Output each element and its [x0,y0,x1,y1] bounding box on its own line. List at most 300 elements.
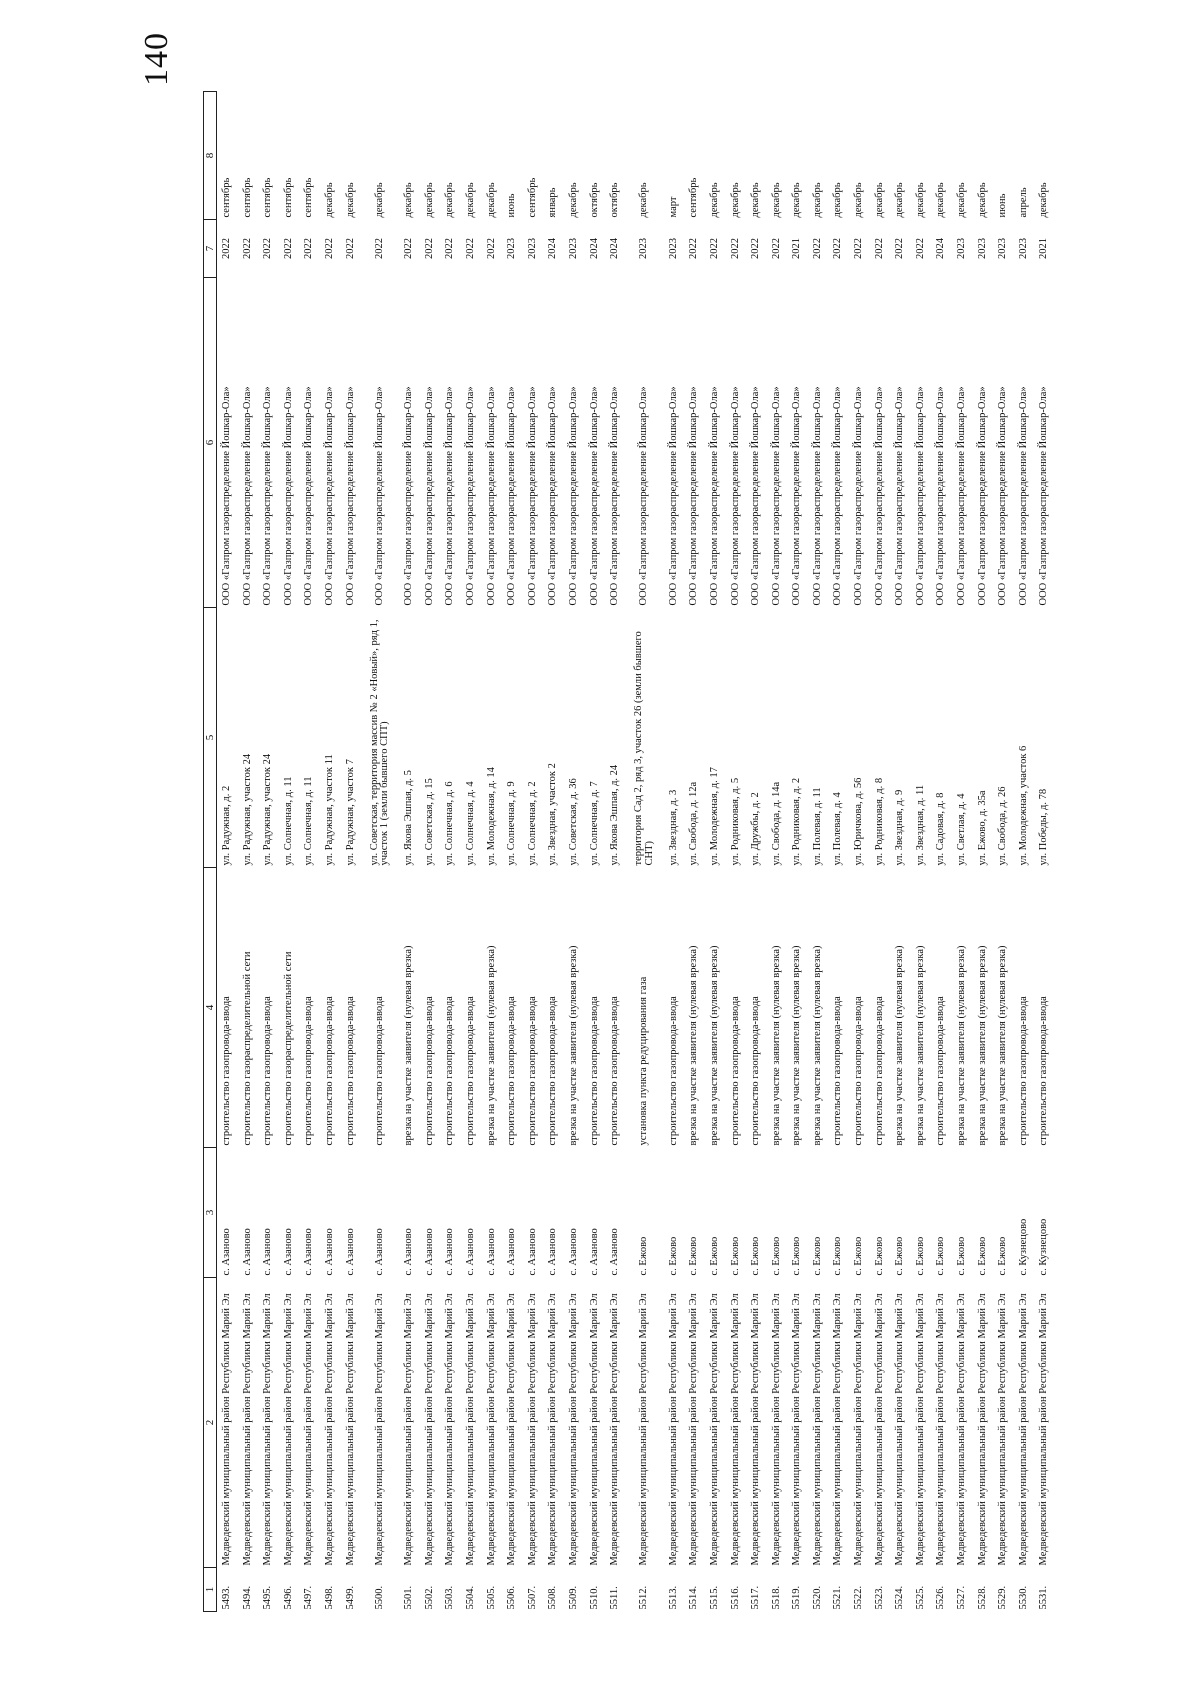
cell-address: ул. Звездная, участок 2 [547,763,559,866]
cell-municipality: Медведевский муниципальный район Республики Марий Эл [506,1293,518,1566]
cell-year: 2022 [324,238,336,259]
cell-contractor: ООО «Газпром газораспределение Йошкар-Ола» [750,386,762,606]
table-row [320,92,341,1612]
cell-municipality: Медведевский муниципальный район Республики Марий Эл [423,1293,435,1566]
cell-municipality: Медведевский муниципальный район Республики Марий Эл [853,1293,865,1566]
cell-work-type: строительство газопровода-ввода [547,996,559,1146]
cell-month: декабрь [708,182,720,218]
table-row [258,92,279,1612]
table-row [911,92,932,1612]
cell-work-type: строительство газопровода-ввода [303,996,315,1146]
cell-municipality: Медведевский муниципальный район Республики Марий Эл [324,1293,336,1566]
cell-row-number: 5524. [894,1585,906,1610]
cell-work-type: врезка на участке заявителя (нулевая врезка) [894,945,906,1146]
cell-work-type: установка пункта редуцирования газа [638,976,650,1146]
cell-work-type: строительство газопровода-ввода [444,996,456,1146]
cell-row-number: 5495. [262,1585,274,1610]
cell-year: 2022 [344,238,356,259]
cell-municipality: Медведевский муниципальный район Республики Марий Эл [282,1293,294,1566]
cell-settlement: с. Азаново [423,1228,435,1276]
cell-work-type: строительство газопровода-ввода [506,996,518,1146]
cell-row-number: 5510. [588,1585,600,1610]
cell-work-type: строительство газораспределительной сети [241,951,253,1146]
table-row [299,92,320,1612]
cell-year: 2022 [282,238,294,259]
cell-settlement: с. Азаново [221,1228,233,1276]
table-row [217,92,238,1612]
cell-month: декабрь [485,182,497,218]
cell-year: 2022 [373,238,385,259]
cell-row-number: 5512. [638,1585,650,1610]
table-row [399,92,420,1612]
column-number: 3 [204,1148,217,1278]
cell-contractor: ООО «Газпром газораспределение Йошкар-Ола» [1017,386,1029,606]
cell-settlement: с. Ежово [729,1236,741,1276]
cell-month: сентябрь [221,177,233,218]
cell-municipality: Медведевский муниципальный район Республики Марий Эл [935,1293,947,1566]
cell-year: 2022 [688,238,700,259]
cell-row-number: 5516. [729,1585,741,1610]
cell-address: территория Сад 2, ряд 3, участок 26 (земли бывшего СНТ) [633,631,655,866]
cell-settlement: с. Ежово [811,1236,823,1276]
cell-row-number: 5526. [935,1585,947,1610]
cell-year: 2022 [750,238,762,259]
cell-municipality: Медведевский муниципальный район Республики Марий Эл [303,1293,315,1566]
table-row [931,92,952,1612]
column-number: 5 [204,608,217,868]
cell-work-type: врезка на участке заявителя (нулевая врезка) [567,945,579,1146]
cell-address: ул. Радужная, участок 24 [262,753,274,866]
cell-work-type: врезка на участке заявителя (нулевая врезка) [956,945,968,1146]
cell-municipality: Медведевский муниципальный район Республики Марий Эл [770,1293,782,1566]
table-row [787,92,808,1612]
cell-address: ул. Солнечная, д. 7 [588,781,600,866]
table-row [341,92,362,1612]
column-number: 7 [204,220,217,278]
cell-month: декабрь [832,182,844,218]
cell-row-number: 5517. [750,1585,762,1610]
cell-row-number: 5513. [667,1585,679,1610]
cell-municipality: Медведевский муниципальный район Республики Марий Эл [464,1293,476,1566]
cell-municipality: Медведевский муниципальный район Республики Марий Эл [750,1293,762,1566]
cell-month: декабрь [770,182,782,218]
cell-year: 2022 [221,238,233,259]
cell-row-number: 5518. [770,1585,782,1610]
cell-address: ул. Дружбы, д. 2 [750,792,762,866]
cell-work-type: врезка на участке заявителя (нулевая врезка) [485,945,497,1146]
cell-row-number: 5499. [344,1585,356,1610]
cell-address: ул. Молодежная, д. 17 [708,767,720,866]
cell-row-number: 5523. [873,1585,885,1610]
cell-month: июнь [506,193,518,218]
cell-month: декабрь [729,182,741,218]
cell-address: ул. Молодежная, д. 14 [485,767,497,866]
cell-address: ул. Советская, д. 15 [423,778,435,866]
cell-contractor: ООО «Газпром газораспределение Йошкар-Ола» [853,386,865,606]
cell-month: декабрь [873,182,885,218]
cell-month: сентябрь [241,177,253,218]
table-row [767,92,788,1612]
cell-work-type: строительство газораспределительной сети [282,951,294,1146]
cell-contractor: ООО «Газпром газораспределение Йошкар-Ола» [464,386,476,606]
cell-work-type: строительство газопровода-ввода [853,996,865,1146]
cell-settlement: с. Азаново [506,1228,518,1276]
cell-settlement: с. Азаново [344,1228,356,1276]
table-row [952,92,973,1612]
cell-address: ул. Свобода, д. 12а [688,781,700,866]
cell-settlement: с. Ежово [750,1236,762,1276]
cell-year: 2022 [303,238,315,259]
cell-year: 2022 [241,238,253,259]
cell-contractor: ООО «Газпром газораспределение Йошкар-Ола» [1038,386,1050,606]
cell-work-type: строительство газопровода-ввода [729,996,741,1146]
cell-row-number: 5529. [997,1585,1009,1610]
table-row [870,92,891,1612]
cell-work-type: врезка на участке заявителя (нулевая врезка) [708,945,720,1146]
cell-address: ул. Полевая, д. 4 [832,792,844,866]
cell-contractor: ООО «Газпром газораспределение Йошкар-Ола» [547,386,559,606]
cell-settlement: с. Азаново [485,1228,497,1276]
table-row [420,92,441,1612]
cell-contractor: ООО «Газпром газораспределение Йошкар-Ола» [832,386,844,606]
cell-row-number: 5514. [688,1585,700,1610]
cell-contractor: ООО «Газпром газораспределение Йошкар-Ола» [506,386,518,606]
cell-month: декабрь [464,182,476,218]
cell-month: сентябрь [688,177,700,218]
cell-year: 2022 [894,238,906,259]
cell-month: декабрь [373,182,385,218]
cell-year: 2022 [403,238,415,259]
cell-month: декабрь [423,182,435,218]
cell-year: 2022 [853,238,865,259]
cell-row-number: 5502. [423,1585,435,1610]
cell-settlement: с. Ежово [956,1236,968,1276]
cell-settlement: с. Ежово [997,1236,1009,1276]
cell-row-number: 5528. [976,1585,988,1610]
cell-municipality: Медведевский муниципальный район Республики Марий Эл [547,1293,559,1566]
cell-work-type: врезка на участке заявителя (нулевая врезка) [688,945,700,1146]
register-table [203,91,1055,1612]
cell-row-number: 5501. [403,1585,415,1610]
table-row [849,92,870,1612]
register-table-container [203,92,1087,1612]
cell-municipality: Медведевский муниципальный район Республики Марий Эл [241,1293,253,1566]
cell-contractor: ООО «Газпром газораспределение Йошкар-Ола» [976,386,988,606]
cell-month: январь [547,187,559,218]
table-row [361,92,399,1612]
cell-municipality: Медведевский муниципальный район Республики Марий Эл [729,1293,741,1566]
cell-address: ул. Радужная, участок 24 [241,753,253,866]
table-row [890,92,911,1612]
cell-month: июнь [997,193,1009,218]
cell-contractor: ООО «Газпром газораспределение Йошкар-Ола» [241,386,253,606]
cell-year: 2023 [638,238,650,259]
cell-month: сентябрь [303,177,315,218]
cell-contractor: ООО «Газпром газораспределение Йошкар-Ола» [403,386,415,606]
table-row [725,92,746,1612]
cell-settlement: с. Азаново [609,1228,621,1276]
cell-month: октябрь [588,182,600,218]
cell-row-number: 5531. [1038,1585,1050,1610]
cell-contractor: ООО «Газпром газораспределение Йошкар-Ола» [914,386,926,606]
cell-municipality: Медведевский муниципальный район Республики Марий Эл [873,1293,885,1566]
cell-row-number: 5527. [956,1585,968,1610]
cell-contractor: ООО «Газпром газораспределение Йошкар-Ола» [373,386,385,606]
cell-address: ул. Звездная, д. 11 [914,784,926,866]
cell-address: ул. Звездная, д. 9 [894,789,906,866]
cell-work-type: строительство газопровода-ввода [1038,996,1050,1146]
cell-contractor: ООО «Газпром газораспределение Йошкар-Ола» [303,386,315,606]
cell-work-type: строительство газопровода-ввода [324,996,336,1146]
cell-address: ул. Молодежная, участок 6 [1017,745,1029,866]
cell-settlement: с. Ежово [894,1236,906,1276]
cell-contractor: ООО «Газпром газораспределение Йошкар-Ола» [344,386,356,606]
cell-month: декабрь [750,182,762,218]
cell-row-number: 5525. [914,1585,926,1610]
cell-contractor: ООО «Газпром газораспределение Йошкар-Ола» [444,386,456,606]
page-number: 140 [138,32,175,86]
cell-contractor: ООО «Газпром газораспределение Йошкар-Ола» [423,386,435,606]
cell-row-number: 5496. [282,1585,294,1610]
cell-year: 2024 [935,238,947,259]
cell-address: ул. Советская, д. 36 [567,778,579,866]
cell-row-number: 5494. [241,1585,253,1610]
cell-month: сентябрь [262,177,274,218]
cell-address: ул. Солнечная, д. 11 [282,776,294,866]
cell-address: ул. Радужная, участок 7 [344,759,356,866]
cell-municipality: Медведевский муниципальный район Республики Марий Эл [1038,1293,1050,1566]
column-number: 4 [204,868,217,1148]
cell-settlement: с. Азаново [526,1228,538,1276]
cell-address: ул. Солнечная, д. 4 [464,781,476,866]
cell-contractor: ООО «Газпром газораспределение Йошкар-Ола» [588,386,600,606]
cell-contractor: ООО «Газпром газораспределение Йошкар-Ола» [667,386,679,606]
cell-municipality: Медведевский муниципальный район Республики Марий Эл [638,1293,650,1566]
table-row [605,92,626,1612]
cell-contractor: ООО «Газпром газораспределение Йошкар-Ола» [282,386,294,606]
cell-settlement: с. Ежово [708,1236,720,1276]
cell-municipality: Медведевский муниципальный район Республики Марий Эл [262,1293,274,1566]
cell-address: ул. Якова Эшпая, д. 24 [609,764,621,866]
table-row [585,92,606,1612]
cell-settlement: с. Азаново [547,1228,559,1276]
cell-year: 2022 [770,238,782,259]
cell-month: декабрь [914,182,926,218]
cell-year: 2023 [506,238,518,259]
cell-settlement: с. Ежово [688,1236,700,1276]
cell-work-type: строительство газопровода-ввода [526,996,538,1146]
cell-work-type: врезка на участке заявителя (нулевая врезка) [791,945,803,1146]
cell-month: декабрь [853,182,865,218]
cell-month: апрель [1017,187,1029,218]
cell-address: ул. Солнечная, д. 6 [444,781,456,866]
cell-settlement: с. Ежово [667,1236,679,1276]
cell-municipality: Медведевский муниципальный район Республики Марий Эл [444,1293,456,1566]
cell-month: декабрь [638,182,650,218]
cell-work-type: строительство газопровода-ввода [221,996,233,1146]
cell-settlement: с. Ежово [791,1236,803,1276]
cell-address: ул. Родниковая, д. 8 [873,777,885,866]
cell-row-number: 5530. [1017,1585,1029,1610]
cell-settlement: с. Ежово [832,1236,844,1276]
cell-settlement: с. Азаново [241,1228,253,1276]
table-row [523,92,544,1612]
cell-municipality: Медведевский муниципальный район Республики Марий Эл [609,1293,621,1566]
cell-year: 2023 [976,238,988,259]
cell-contractor: ООО «Газпром газораспределение Йошкар-Ола» [791,386,803,606]
cell-municipality: Медведевский муниципальный район Республики Марий Эл [588,1293,600,1566]
cell-year: 2024 [609,238,621,259]
cell-month: сентябрь [526,177,538,218]
cell-year: 2021 [791,238,803,259]
cell-contractor: ООО «Газпром газораспределение Йошкар-Ола» [262,386,274,606]
cell-settlement: с. Ежово [976,1236,988,1276]
cell-settlement: с. Азаново [282,1228,294,1276]
cell-work-type: врезка на участке заявителя (нулевая врезка) [976,945,988,1146]
cell-row-number: 5500. [373,1585,385,1610]
table-row [705,92,726,1612]
cell-contractor: ООО «Газпром газораспределение Йошкар-Ола» [609,386,621,606]
cell-year: 2023 [567,238,579,259]
column-number-row [204,92,217,1612]
cell-work-type: строительство газопровода-ввода [464,996,476,1146]
cell-row-number: 5508. [547,1585,559,1610]
cell-year: 2022 [423,238,435,259]
cell-row-number: 5515. [708,1585,720,1610]
table-row [482,92,503,1612]
cell-month: март [667,196,679,218]
cell-address: ул. Солнечная, д. 9 [506,781,518,866]
cell-settlement: с. Азаново [567,1228,579,1276]
cell-work-type: врезка на участке заявителя (нулевая врезка) [770,945,782,1146]
cell-municipality: Медведевский муниципальный район Республики Марий Эл [1017,1293,1029,1566]
cell-month: декабрь [444,182,456,218]
cell-municipality: Медведевский муниципальный район Республики Марий Эл [914,1293,926,1566]
table-row [664,92,685,1612]
cell-work-type: строительство газопровода-ввода [344,996,356,1146]
cell-year: 2022 [464,238,476,259]
cell-settlement: с. Кузнецово [1038,1218,1050,1276]
cell-address: ул. Звездная, д. 3 [667,789,679,866]
cell-address: ул. Ежово, д. 35а [976,790,988,866]
cell-month: декабрь [811,182,823,218]
cell-row-number: 5505. [485,1585,497,1610]
cell-work-type: врезка на участке заявителя (нулевая врезка) [811,945,823,1146]
table-row [564,92,585,1612]
cell-row-number: 5507. [526,1585,538,1610]
cell-address: ул. Садовая, д. 8 [935,792,947,866]
cell-address: ул. Радужная, участок 11 [324,754,336,866]
cell-row-number: 5503. [444,1585,456,1610]
table-row [808,92,829,1612]
cell-contractor: ООО «Газпром газораспределение Йошкар-Ола» [956,386,968,606]
cell-municipality: Медведевский муниципальный район Республики Марий Эл [956,1293,968,1566]
table-row [993,92,1014,1612]
cell-work-type: врезка на участке заявителя (нулевая врезка) [914,945,926,1146]
cell-contractor: ООО «Газпром газораспределение Йошкар-Ола» [894,386,906,606]
cell-year: 2021 [1038,238,1050,259]
cell-contractor: ООО «Газпром газораспределение Йошкар-Ола» [729,386,741,606]
cell-row-number: 5511. [609,1586,621,1610]
cell-work-type: врезка на участке заявителя (нулевая врезка) [403,945,415,1146]
cell-municipality: Медведевский муниципальный район Республики Марий Эл [221,1293,233,1566]
cell-year: 2023 [667,238,679,259]
cell-settlement: с. Азаново [324,1228,336,1276]
cell-work-type: строительство газопровода-ввода [262,996,274,1146]
cell-year: 2022 [811,238,823,259]
cell-year: 2022 [832,238,844,259]
cell-year: 2022 [729,238,741,259]
cell-year: 2023 [526,238,538,259]
cell-month: декабрь [976,182,988,218]
cell-work-type: строительство газопровода-ввода [935,996,947,1146]
cell-address: ул. Солнечная, д. 11 [303,776,315,866]
cell-year: 2022 [485,238,497,259]
cell-municipality: Медведевский муниципальный район Республики Марий Эл [894,1293,906,1566]
cell-contractor: ООО «Газпром газораспределение Йошкар-Ола» [935,386,947,606]
cell-settlement: с. Ежово [853,1236,865,1276]
cell-settlement: с. Азаново [303,1228,315,1276]
cell-settlement: с. Азаново [262,1228,274,1276]
cell-work-type: строительство газопровода-ввода [423,996,435,1146]
cell-municipality: Медведевский муниципальный район Республики Марий Эл [708,1293,720,1566]
cell-year: 2023 [1017,238,1029,259]
cell-row-number: 5493. [221,1585,233,1610]
cell-contractor: ООО «Газпром газораспределение Йошкар-Ола» [873,386,885,606]
cell-row-number: 5509. [567,1585,579,1610]
cell-settlement: с. Азаново [588,1228,600,1276]
cell-row-number: 5504. [464,1585,476,1610]
cell-address: ул. Родниковая, д. 5 [729,777,741,866]
table-row [279,92,300,1612]
cell-month: декабрь [894,182,906,218]
cell-work-type: строительство газопровода-ввода [1017,996,1029,1146]
cell-year: 2024 [547,238,559,259]
cell-month: декабрь [403,182,415,218]
table-row [1034,92,1055,1612]
cell-address: ул. Победы, д. 78 [1038,788,1050,866]
cell-row-number: 5520. [811,1585,823,1610]
cell-work-type: строительство газопровода-ввода [750,996,762,1146]
cell-contractor: ООО «Газпром газораспределение Йошкар-Ола» [997,386,1009,606]
cell-settlement: с. Ежово [914,1236,926,1276]
cell-year: 2022 [262,238,274,259]
cell-row-number: 5519. [791,1585,803,1610]
cell-settlement: с. Азаново [373,1228,385,1276]
cell-municipality: Медведевский муниципальный район Республики Марий Эл [811,1293,823,1566]
cell-address: ул. Якова Эшпая, д. 5 [403,770,415,866]
cell-year: 2023 [997,238,1009,259]
column-number: 1 [204,1568,217,1612]
cell-municipality: Медведевский муниципальный район Республики Марий Эл [997,1293,1009,1566]
cell-municipality: Медведевский муниципальный район Республики Марий Эл [976,1293,988,1566]
cell-municipality: Медведевский муниципальный район Республики Марий Эл [791,1293,803,1566]
cell-municipality: Медведевский муниципальный район Республики Марий Эл [403,1293,415,1566]
table-row [238,92,259,1612]
cell-contractor: ООО «Газпром газораспределение Йошкар-Ола» [770,386,782,606]
cell-row-number: 5521. [832,1585,844,1610]
cell-municipality: Медведевский муниципальный район Республики Марий Эл [344,1293,356,1566]
cell-month: октябрь [609,182,621,218]
cell-year: 2024 [588,238,600,259]
cell-row-number: 5522. [853,1585,865,1610]
cell-contractor: ООО «Газпром газораспределение Йошкар-Ола» [688,386,700,606]
cell-year: 2022 [914,238,926,259]
cell-municipality: Медведевский муниципальный район Республики Марий Эл [526,1293,538,1566]
cell-address: ул. Родниковая, д. 2 [791,777,803,866]
cell-municipality: Медведевский муниципальный район Республики Марий Эл [485,1293,497,1566]
column-number: 2 [204,1278,217,1568]
